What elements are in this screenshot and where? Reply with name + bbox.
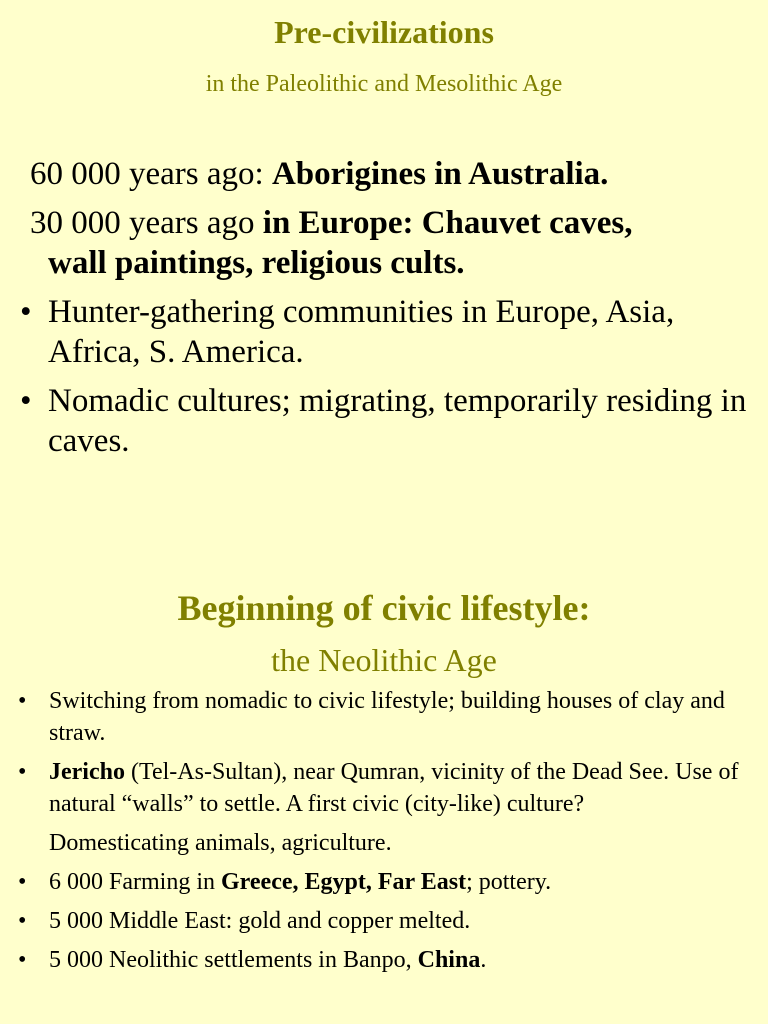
item-bold-text: Jericho	[49, 759, 125, 785]
list-item	[20, 203, 760, 283]
item-text: 30 000 years ago	[30, 205, 263, 241]
item-bold-text: China	[417, 947, 481, 973]
list-item	[18, 827, 748, 859]
item-text: 5 000 Middle East: gold and copper melted.	[49, 908, 471, 934]
bullet-icon: •	[20, 294, 32, 330]
list-item	[18, 756, 748, 820]
section1-title: Pre-civilizations	[274, 14, 494, 50]
list-item	[18, 685, 748, 749]
item-text: .	[480, 947, 487, 973]
bullet-icon: •	[18, 869, 27, 895]
bullet-icon: •	[18, 947, 27, 973]
bullet-icon: •	[20, 383, 32, 419]
item-text: Hunter-gathering communities in Europe, Asia, Africa, S. America.	[48, 294, 675, 370]
item-text: Domesticating animals, agriculture.	[49, 830, 392, 856]
section1-list	[20, 154, 760, 470]
bullet-icon: •	[18, 688, 27, 714]
list-item	[18, 944, 748, 976]
item-text: ; pottery.	[466, 869, 552, 895]
item-text: Nomadic cultures; migrating, temporarily residing in caves.	[48, 383, 747, 459]
item-text: (Tel-As-Sultan), near Qumran, vicinity of the Dead See. Use of natural “walls” to settle. A first civic (city-like) culture?	[49, 759, 739, 817]
section2-subtitle: the Neolithic Age	[271, 642, 497, 678]
item-bold-text: Greece, Egypt, Far East	[221, 869, 467, 895]
item-bold-text: in Europe: Chauvet caves,	[262, 205, 633, 241]
section2-title: Beginning of civic lifestyle:	[177, 588, 591, 628]
section1-subtitle: in the Paleolithic and Mesolithic Age	[205, 71, 563, 97]
section2-list	[18, 685, 748, 983]
list-item	[20, 292, 760, 372]
item-text: Switching from nomadic to civic lifestyle; building houses of clay and straw.	[49, 688, 725, 746]
item-text: 6 000 Farming in	[49, 869, 221, 895]
list-item	[20, 154, 760, 194]
item-text: 60 000 years ago:	[30, 156, 272, 192]
list-item	[20, 381, 760, 461]
bullet-icon: •	[18, 908, 27, 934]
item-text: 5 000 Neolithic settlements in Banpo,	[49, 947, 418, 973]
list-item	[18, 866, 748, 898]
item-bold-text: Aborigines in Australia.	[271, 156, 609, 192]
bullet-icon: •	[18, 759, 27, 785]
list-item	[18, 905, 748, 937]
item-bold-text: wall paintings, religious cults.	[48, 245, 465, 281]
